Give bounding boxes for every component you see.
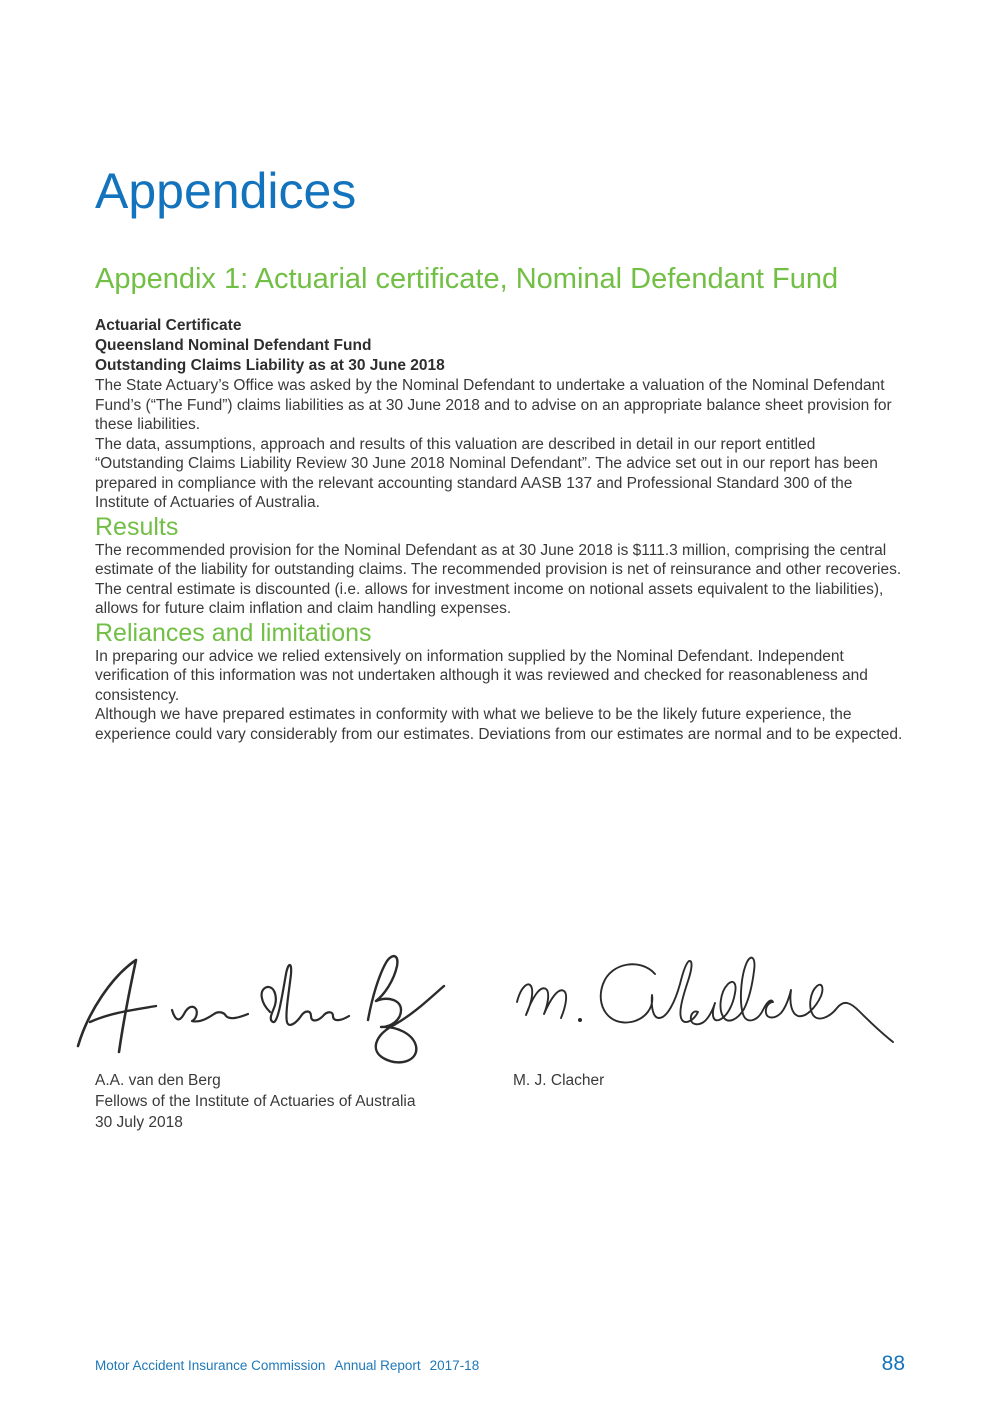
page-footer (95, 1352, 905, 1376)
results-heading: Results (95, 512, 179, 541)
signatory-block-left (95, 1070, 513, 1133)
results-paragraph: The recommended provision for the Nominal Defendant as at 30 June 2018 is $111.3 million, comprising the central estimate of the liability for outstanding claims. The recommended provision is net of reinsurance and other recoveries. The central estimate is discounted (i.e. allows for investment income on notional assets equivalent to the liabilities), allows for future claim inflation and claim handling expenses. (95, 541, 902, 617)
footer-year: 2017-18 (429, 1358, 480, 1373)
footer-report-title: Annual Report (334, 1358, 421, 1373)
signatory-block-right (513, 1070, 907, 1133)
signature-a-van-den-berg (70, 948, 450, 1068)
page-number: 88 (881, 1352, 905, 1375)
footer-text (95, 1358, 479, 1373)
page-title: Appendices (95, 163, 357, 219)
cert-header-line-2: Queensland Nominal Defendant Fund (95, 337, 372, 354)
signatory-name-left: A.A. van den Berg (95, 1072, 221, 1089)
reliances-heading: Reliances and limitations (95, 618, 372, 647)
signatory-date-left: 30 July 2018 (95, 1114, 183, 1131)
certificate-header (95, 316, 907, 376)
signature-m-j-clacher (505, 952, 905, 1052)
cert-header-line-3: Outstanding Claims Liability as at 30 June 2018 (95, 357, 445, 374)
intro-paragraph-1: The State Actuary’s Office was asked by the Nominal Defendant to undertake a valuation of the Nominal Defendant Fund’s (“The Fund”) claims liabilities as at 30 June 2018 and to advise on an appropriate balance sheet provision for these liabilities. (95, 377, 892, 433)
intro-paragraph-2: The data, assumptions, approach and results of this valuation are described in detail in our report entitled “Outstanding Claims Liability Review 30 June 2018 Nominal Defendant”. The advice set out in our report has been prepared in compliance with the relevant accounting standard AASB 137 and Professional Standard 300 of the Institute of Actuaries of Australia. (95, 435, 878, 511)
reliances-paragraph-2: Although we have prepared estimates in conformity with what we believe to be the likely future experience, the experience could vary considerably from our estimates. Deviations from our estimates are normal and to be expected. (95, 706, 903, 743)
footer-org: Motor Accident Insurance Commission (95, 1358, 326, 1373)
signatory-title-left: Fellows of the Institute of Actuaries of Australia (95, 1093, 416, 1110)
signatory-name-right: M. J. Clacher (513, 1072, 605, 1089)
appendix-heading: Appendix 1: Actuarial certificate, Nominal Defendant Fund (95, 263, 839, 295)
signatory-labels (95, 1070, 907, 1133)
cert-header-line-1: Actuarial Certificate (95, 317, 242, 334)
page-content (95, 0, 907, 744)
reliances-paragraph-1: In preparing our advice we relied extensively on information supplied by the Nominal Defendant. Independent verification of this information was not undertaken although it was reviewed and checked for reasonableness and consistency. (95, 647, 868, 704)
